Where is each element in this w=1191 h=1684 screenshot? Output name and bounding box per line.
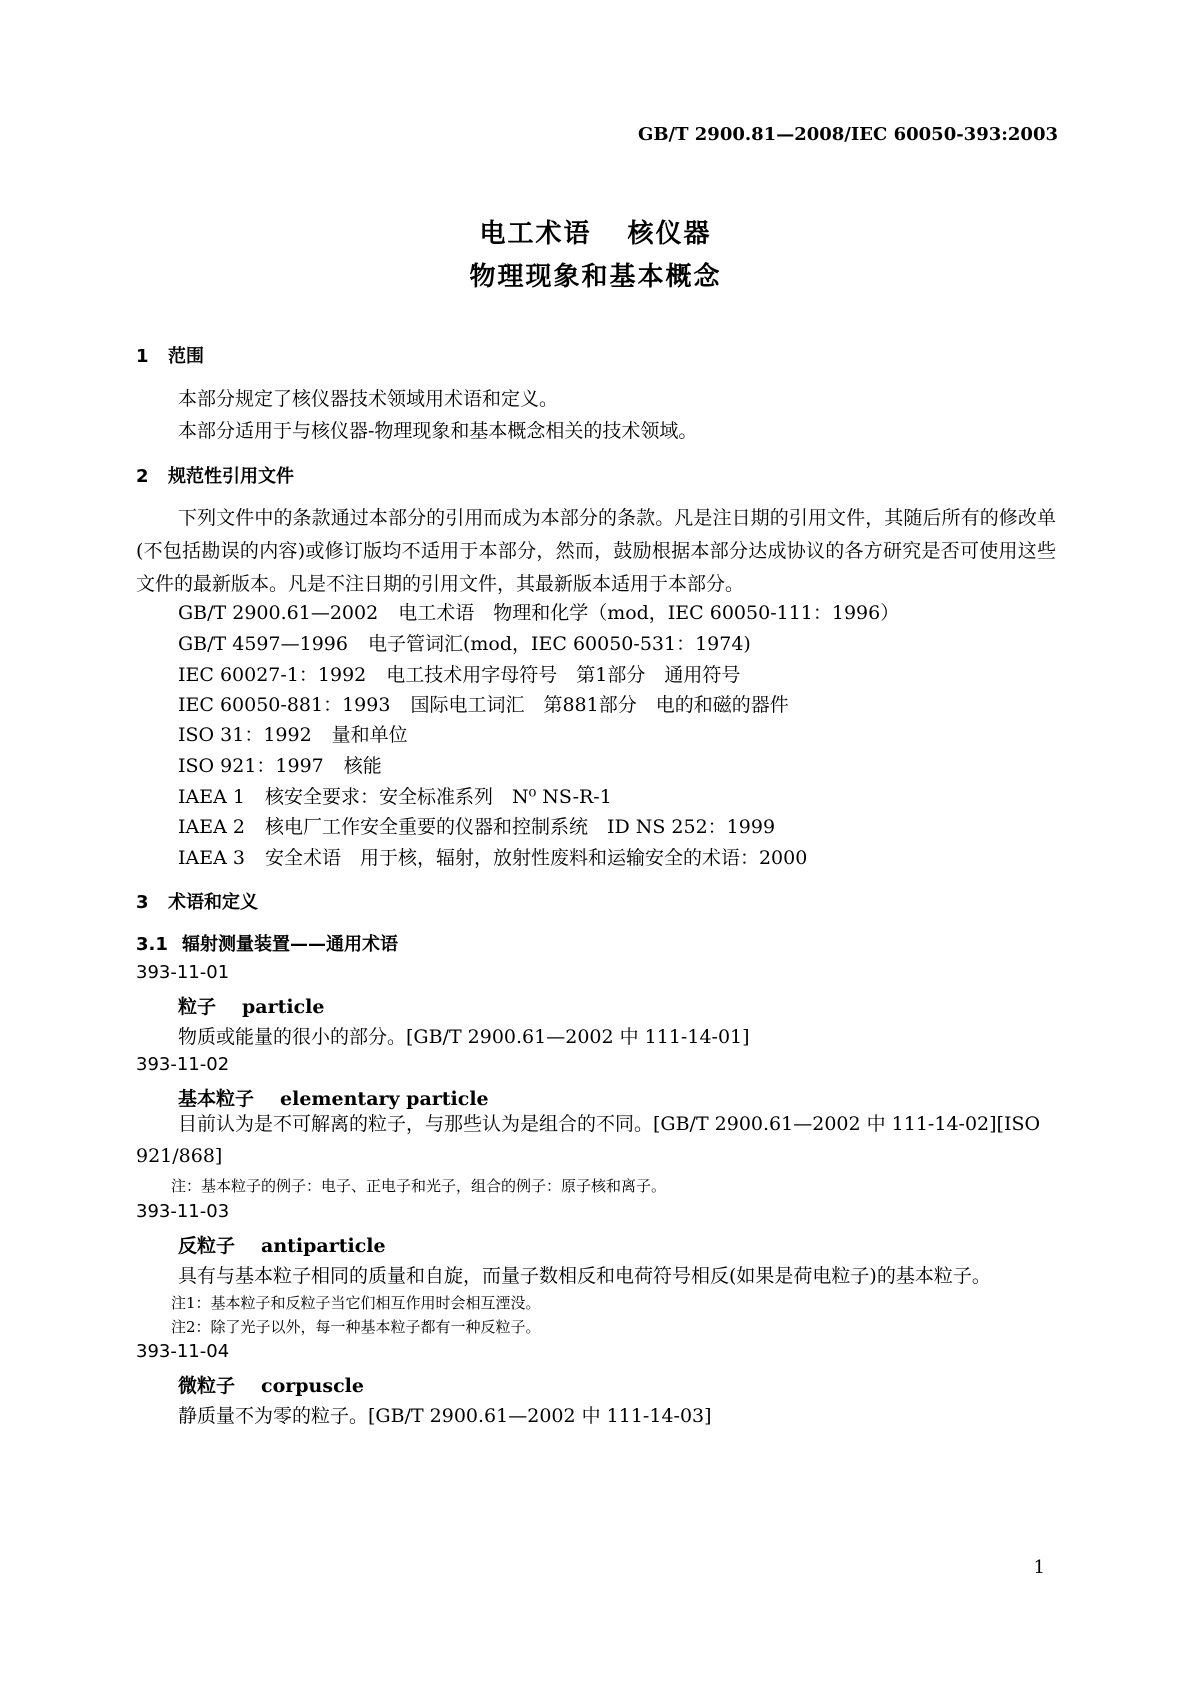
standard-code: GB/T 2900.81—2008/IEC 60050-393:2003 [637,124,1058,145]
reference-item: ISO 921：1997 核能 [178,755,382,777]
term-number: 393-11-03 [136,1201,230,1222]
page-number: 1 [1033,1557,1045,1578]
reference-item: IEC 60050-881：1993 国际电工词汇 第881部分 电的和磁的器件 [178,694,789,716]
term-definition: 具有与基本粒子相同的质量和自旋，而量子数相反和电荷符号相反(如果是荷电粒子)的基本粒子。 [178,1265,991,1287]
document-title-line2: 物理现象和基本概念 [469,262,722,292]
term-heading: 微粒子 corpuscle [178,1375,364,1397]
reference-item: IAEA 2 核电厂工作安全重要的仪器和控制系统 ID NS 252：1999 [178,816,776,838]
term-definition: 物质或能量的很小的部分。[GB/T 2900.61—2002 中 111-14-01] [178,1026,750,1048]
term-heading: 基本粒子 elementary particle [178,1088,489,1110]
term-definition: 目前认为是不可解离的粒子，与那些认为是组合的不同。[GB/T 2900.61—2002 中 111-14-02][ISO 921/868] [136,1113,1041,1167]
section-2-intro: 下列文件中的条款通过本部分的引用而成为本部分的条款。凡是注日期的引用文件，其随后所有的修改单(不包括勘误的内容)或修订版均不适用于本部分，然而，鼓励根据本部分达成协议的各方研究是否可使用这些文件的最新版本。凡是不注日期的引用文件，其最新版本适用于本部分。 [136,507,1056,595]
document-title-line1: 电工术语 核仪器 [479,219,712,249]
section-3-heading: 3 术语和定义 [136,892,258,913]
reference-item: IAEA 3 安全术语 用于核，辐射，放射性废料和运输安全的术语：2000 [178,847,808,869]
reference-item: IAEA 1 核安全要求：安全标准系列 N⁰ NS-R-1 [178,786,612,808]
term-definition: 静质量不为零的粒子。[GB/T 2900.61—2002 中 111-14-03] [178,1405,712,1427]
term-heading: 反粒子 antiparticle [178,1235,386,1257]
reference-item: IEC 60027-1：1992 电工技术用字母符号 第1部分 通用符号 [178,664,741,686]
reference-item: GB/T 4597—1996 电子管词汇(mod，IEC 60050-531：1974) [178,633,751,655]
term-heading: 粒子 particle [178,996,325,1018]
subsection-3-1-heading: 3.1 辐射测量装置——通用术语 [136,934,398,955]
term-note: 注2：除了光子以外，每一种基本粒子都有一种反粒子。 [171,1318,541,1336]
term-note: 注：基本粒子的例子：电子、正电子和光子，组合的例子：原子核和离子。 [171,1177,667,1195]
reference-item: GB/T 2900.61—2002 电工术语 物理和化学（mod，IEC 60050-111：1996） [178,602,900,624]
term-number: 393-11-01 [136,962,230,983]
term-note: 注1：基本粒子和反粒子当它们相互作用时会相互湮没。 [171,1294,541,1312]
term-number: 393-11-04 [136,1341,230,1362]
section-1-heading: 1 范围 [136,346,204,367]
reference-item: ISO 31：1992 量和单位 [178,724,408,746]
section-1-paragraph-1: 本部分规定了核仪器技术领域用术语和定义。 [178,388,559,410]
section-2-heading: 2 规范性引用文件 [136,466,294,487]
section-1-paragraph-2: 本部分适用于与核仪器-物理现象和基本概念相关的技术领域。 [178,420,698,442]
term-number: 393-11-02 [136,1054,230,1075]
